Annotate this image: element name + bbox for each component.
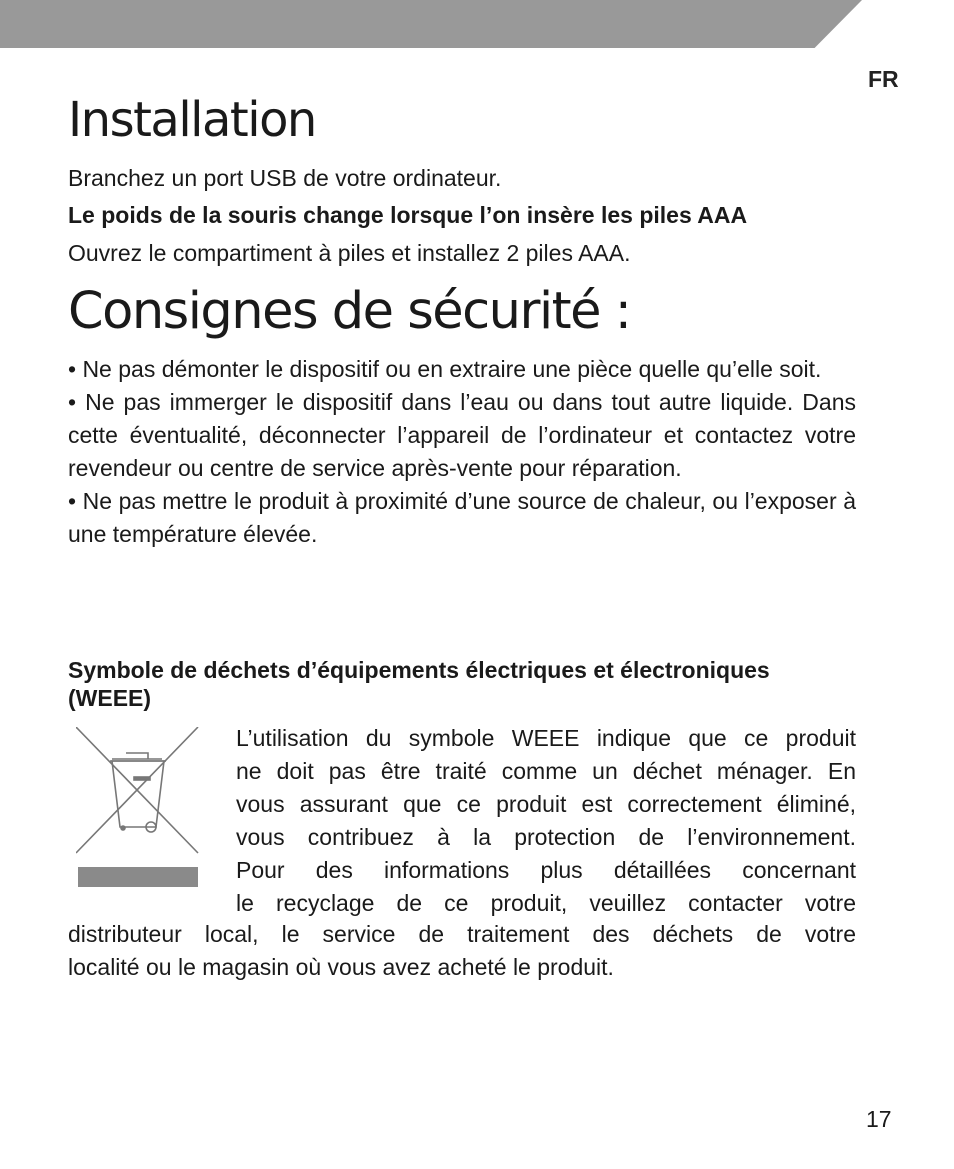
language-tag: FR (868, 66, 899, 92)
weee-text-line: le recyclage de ce produit, veuillez contacter votre (236, 890, 856, 916)
safety-bullet-list (68, 353, 856, 551)
page-number: 17 (866, 1106, 892, 1132)
safety-bullet: • Ne pas immerger le dispositif dans l’eau ou dans tout autre liquide. Dans cette éventualité, déconnecter l’appareil de l’ordinateur et contactez votre revendeur ou centre de service après-vente pour réparation. (68, 389, 856, 481)
installation-line-compartment: Ouvrez le compartiment à piles et installez 2 piles AAA. (68, 240, 631, 266)
weee-text-line: vous assurant que ce produit est correctement éliminé, (236, 791, 856, 817)
safety-bullet: • Ne pas démonter le dispositif ou en extraire une pièce quelle qu’elle soit. (68, 356, 822, 382)
installation-heading: Installation (68, 92, 316, 148)
weee-paragraph-bottom (68, 918, 856, 984)
crossed-out-wheelie-bin-icon (76, 727, 200, 889)
safety-heading: Consignes de sécurité : (68, 282, 631, 341)
weee-text-line: distributeur local, le service de traitement des déchets de votre (68, 921, 856, 947)
weee-text-line: vous contribuez à la protection de l’environnement. (236, 824, 856, 850)
installation-line-batteries-note: Le poids de la souris change lorsque l’on insère les piles AAA (68, 202, 748, 228)
weee-text-line: localité ou le magasin où vous avez acheté le produit. (68, 954, 614, 980)
weee-text-line: Pour des informations plus détaillées concernant (236, 857, 856, 883)
weee-paragraph-top (236, 722, 856, 920)
header-band (0, 0, 862, 48)
weee-heading: Symbole de déchets d’équipements électriques et électroniques (WEEE) (68, 657, 770, 711)
safety-bullet: • Ne pas mettre le produit à proximité d’une source de chaleur, ou l’exposer à une température élevée. (68, 488, 856, 547)
weee-text-line: L’utilisation du symbole WEEE indique que ce produit (236, 725, 856, 751)
weee-text-line: ne doit pas être traité comme un déchet ménager. En (236, 758, 856, 784)
installation-line-usb: Branchez un port USB de votre ordinateur. (68, 165, 502, 191)
